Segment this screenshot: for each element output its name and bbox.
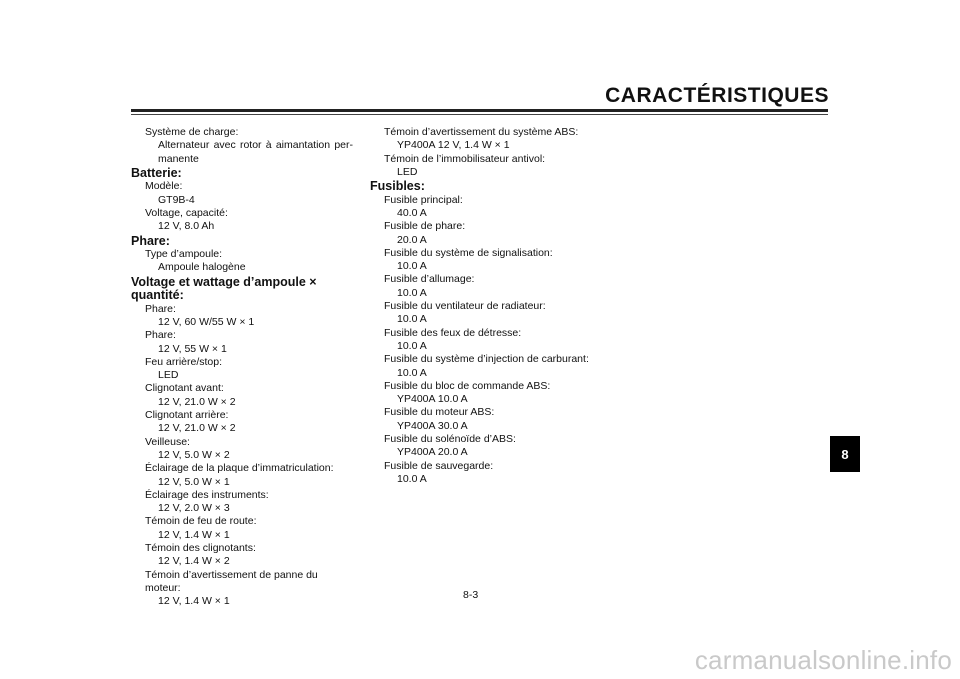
spec-value: 10.0 A <box>397 339 427 352</box>
page-number: 8-3 <box>463 589 479 601</box>
watermark: carmanualsonline.info <box>694 645 952 675</box>
spec-label: Fusible du solénoïde d’ABS: <box>384 433 516 446</box>
chapter-tab: 8 <box>830 436 860 472</box>
spec-value: YP400A 12 V, 1.4 W × 1 <box>397 139 510 152</box>
spec-value: YP400A 10.0 A <box>397 393 468 406</box>
spec-label: Fusible des feux de détresse: <box>384 326 522 339</box>
spec-label: Fusible du ventilateur de radiateur: <box>384 300 546 313</box>
spec-value: LED <box>397 165 418 178</box>
spec-value: Ampoule halogène <box>158 261 246 274</box>
spec-label: Fusible principal: <box>384 193 463 206</box>
spec-label: Éclairage de la plaque d’immatriculation: <box>145 462 334 475</box>
spec-value: 40.0 A <box>397 206 427 219</box>
spec-value: 12 V, 1.4 W × 1 <box>158 595 230 608</box>
spec-label: Voltage, capacité: <box>145 206 228 219</box>
spec-value: 12 V, 1.4 W × 2 <box>158 555 230 568</box>
spec-label: Phare: <box>145 302 176 315</box>
spec-label: Éclairage des instruments: <box>145 488 269 501</box>
spec-value: YP400A 20.0 A <box>397 446 468 459</box>
right-column <box>370 126 602 486</box>
spec-value: 10.0 A <box>397 366 427 379</box>
spec-label: Clignotant arrière: <box>145 409 229 422</box>
page-title: CARACTÉRISTIQUES <box>605 84 829 107</box>
spec-value: 12 V, 2.0 W × 3 <box>158 502 230 515</box>
spec-label: Témoin de l’immobilisateur antivol: <box>384 152 546 165</box>
spec-label: Type d’ampoule: <box>145 248 223 261</box>
left-column <box>131 126 353 609</box>
spec-value: 12 V, 21.0 W × 2 <box>158 422 236 435</box>
section-heading: Phare: <box>131 233 170 248</box>
spec-value: 12 V, 60 W/55 W × 1 <box>158 315 255 328</box>
spec-label: Témoin d’avertissement du système ABS: <box>384 126 579 138</box>
spec-value: 20.0 A <box>397 233 427 246</box>
spec-value: Alternateur avec rotor à aimantation per- manente <box>158 139 353 165</box>
spec-label: Phare: <box>145 329 176 342</box>
section-heading: Fusibles: <box>370 179 425 194</box>
spec-value: 12 V, 8.0 Ah <box>158 220 215 233</box>
spec-value: GT9B-4 <box>158 193 195 206</box>
spec-value: 10.0 A <box>397 472 427 485</box>
spec-value: 10.0 A <box>397 286 427 299</box>
spec-value: 12 V, 5.0 W × 2 <box>158 448 230 461</box>
spec-label: Modèle: <box>145 180 183 193</box>
header-rule-thick <box>131 109 828 112</box>
spec-value: LED <box>158 369 179 382</box>
spec-label: Fusible du moteur ABS: <box>384 406 495 419</box>
spec-value: 12 V, 5.0 W × 1 <box>158 475 230 488</box>
header-rule-thin <box>131 114 828 115</box>
spec-value: 10.0 A <box>397 313 427 326</box>
spec-label: Fusible d’allumage: <box>384 273 475 286</box>
section-heading: Voltage et wattage d’ampoule × quantité: <box>131 274 317 303</box>
spec-value: YP400A 30.0 A <box>397 419 468 432</box>
spec-value: 12 V, 1.4 W × 1 <box>158 528 230 541</box>
spec-value: 12 V, 21.0 W × 2 <box>158 395 236 408</box>
spec-label: Clignotant avant: <box>145 382 224 395</box>
spec-label: Système de charge: <box>145 126 239 138</box>
spec-label: Fusible de sauvegarde: <box>384 459 494 472</box>
spec-value: 12 V, 55 W × 1 <box>158 342 227 355</box>
spec-label: Fusible du système de signalisation: <box>384 246 553 259</box>
section-heading: Batterie: <box>131 165 182 180</box>
spec-label: Témoin d’avertissement de panne du moteur: <box>145 568 318 594</box>
spec-value: 10.0 A <box>397 260 427 273</box>
spec-label: Témoin de feu de route: <box>145 515 257 528</box>
spec-label: Fusible du bloc de commande ABS: <box>384 379 551 392</box>
spec-label: Témoin des clignotants: <box>145 542 256 555</box>
spec-label: Fusible du système d’injection de carburant: <box>384 353 589 366</box>
spec-label: Veilleuse: <box>145 435 190 448</box>
spec-label: Feu arrière/stop: <box>145 355 223 368</box>
spec-label: Fusible de phare: <box>384 220 466 233</box>
